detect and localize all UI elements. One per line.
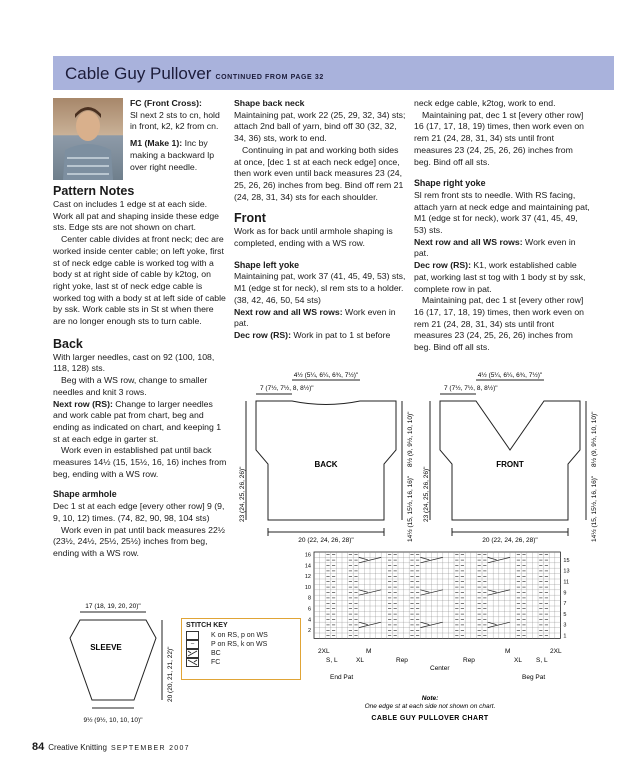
right-wsrow-heading: Next row and all WS rows: <box>414 236 523 247</box>
row-number-left: 16 <box>304 552 311 559</box>
label-2xl-right: 2XL <box>550 648 562 655</box>
row-number-left: 2 <box>307 628 311 635</box>
col3-p2: Maintaining pat, dec 1 st [every other row] 16 (17, 17, 18, 19) times, then work even on rem 21 (24, 28, 31, 34) sts until front measures 23 (24, 25, 26, 26) inches from beg. Bind off all sts. <box>414 109 584 167</box>
banner-title: Cable Guy Pullover CONTINUED FROM PAGE 32 <box>65 64 324 83</box>
label-end-pat: End Pat <box>330 674 354 681</box>
fc-heading: FC (Front Cross): <box>130 98 202 108</box>
label-m-right: M <box>505 648 511 655</box>
back-neck-p1: Maintaining pat, work 22 (25, 29, 32, 34) sts; attach 2nd ball of yarn, bind off 30 (32, 32, 34, 36) sts, work to end. <box>234 109 406 144</box>
row-number-left: 14 <box>304 563 311 570</box>
left-yoke-p1: Maintaining pat, work 37 (41, 45, 49, 53) sts, M1 (edge st for neck), sl rem sts to a holder. (38, 42, 46, 50, 54 sts) <box>234 271 406 305</box>
label-xl-left: XL <box>356 657 364 664</box>
label-beg-pat: Beg Pat <box>522 674 546 681</box>
next-row-heading: Next row (RS): <box>53 398 113 409</box>
back-label: BACK <box>314 460 338 469</box>
fc-text: Sl next 2 sts to cn, hold in front, k2, k2 from cn. <box>130 109 220 132</box>
banner-subtitle: CONTINUED FROM PAGE 32 <box>215 74 324 81</box>
row-number-left: 6 <box>307 606 311 613</box>
fc-symbol <box>186 658 199 667</box>
row-number-right: 3 <box>563 622 567 629</box>
front-p1: Work as for back until armhole shaping is completed, ending with a WS row. <box>234 226 393 249</box>
label-m-left: M <box>366 648 372 655</box>
key-row-knit <box>186 631 300 640</box>
front-heading: Front <box>234 211 266 226</box>
column-3 <box>414 98 592 354</box>
right-yoke-p2: Work even in pat. <box>414 236 576 259</box>
row-number-right: 13 <box>563 568 570 575</box>
pattern-notes-p2: Center cable divides at front neck; dec are worked inside center cable; on left yoke, first st of neck edge cable is worked tog with a body st at right side of cable by k2tog, on right yoke, last st of neck edge cable is worked tog with a body st at left side of cable by ssk. Work cable sts in St st when there are no longer enough sts to turn cable. <box>53 234 226 327</box>
purl-symbol: – <box>186 640 199 649</box>
page-footer <box>32 741 190 753</box>
right-yoke-p3: K1, work established cable pat, working last st tog with 1 body st by ssk, complete row in pat. <box>414 260 586 294</box>
back-shoulder: 7 (7½, 7½, 8, 8½)" <box>260 385 314 392</box>
stitch-key-title: STITCH KEY <box>186 622 228 629</box>
column-2 <box>234 98 408 342</box>
label-2xl-left: 2XL <box>318 648 330 655</box>
front-shoulder: 7 (7½, 7½, 8, 8½)" <box>444 385 498 392</box>
label-rep-left: Rep <box>396 657 408 664</box>
sleeve-schematic <box>56 600 176 730</box>
armhole-p2: Work even in pat until back measures 22½ (23½, 24½, 25½, 25½) inches from beg, ending with a WS row. <box>53 524 226 558</box>
label-xl-right: XL <box>514 657 522 664</box>
back-bottom: 20 (22, 24, 26, 28)" <box>298 537 354 544</box>
row-number-left: 4 <box>307 617 311 624</box>
back-p4: Work even in established pat until back measures 14½ (15, 15½, 16, 16) inches from beg, ending with a WS row. <box>53 445 227 479</box>
right-yoke-heading: Shape right yoke <box>414 178 486 189</box>
label-center: Center <box>430 665 450 672</box>
chart-grid <box>314 552 560 638</box>
front-to-armhole: 14½ (15, 15½, 16, 16)" <box>591 475 598 542</box>
key-bc-label: BC <box>211 650 221 657</box>
row-number-right: 1 <box>563 633 567 640</box>
key-knit-label: K on RS, p on WS <box>211 632 268 639</box>
m1-text: Inc by making a backward lp over right needle. <box>130 138 215 172</box>
back-top-width: 4½ (5¼, 6¼, 6¾, 7½)" <box>293 372 359 379</box>
row-number-right: 11 <box>563 579 570 586</box>
row-number-left: 12 <box>304 574 311 581</box>
m1-heading: M1 (Make 1): <box>130 138 183 149</box>
row-number-left: 8 <box>307 595 311 602</box>
left-wsrow-heading: Next row and all WS rows: <box>234 306 343 317</box>
sleeve-label: SLEEVE <box>90 643 122 652</box>
armhole-p1: Dec 1 st at each edge [every other row] 9 (9, 9, 10, 12) times. (74, 82, 90, 98, 104 sts) <box>53 501 225 523</box>
left-yoke-p2: Work even in pat. <box>234 306 396 329</box>
abbreviation-block <box>130 98 225 173</box>
back-heading: Back <box>53 336 83 351</box>
model-photo <box>53 98 123 180</box>
front-label: FRONT <box>496 460 524 469</box>
chart-note <box>422 695 439 702</box>
back-neck-heading: Shape back neck <box>234 98 305 108</box>
sleeve-outline <box>70 620 156 700</box>
front-bottom: 20 (22, 24, 26, 28)" <box>482 537 538 544</box>
front-schematic <box>420 372 600 544</box>
cable-chart <box>300 548 590 723</box>
sleeve-bottom: 9½ (9½, 10, 10, 10)" <box>83 717 143 724</box>
front-top-width: 4½ (5¼, 6¼, 6¾, 7½)" <box>477 372 543 379</box>
key-purl-label: P on RS, k on WS <box>211 641 268 648</box>
key-row-purl <box>186 640 300 649</box>
pattern-notes-heading: Pattern Notes <box>53 184 135 198</box>
row-number-right: 5 <box>563 611 567 618</box>
row-number-right: 9 <box>563 590 567 597</box>
back-length: 23 (24, 25, 26, 26)" <box>239 466 246 522</box>
label-sl-right: S, L <box>536 657 548 664</box>
back-to-armhole: 14½ (15, 15½, 16, 16)" <box>407 475 414 542</box>
magazine-name: Creative Knitting <box>48 743 107 752</box>
label-sl-left: S, L <box>326 657 338 664</box>
chart-note-head: Note: <box>421 695 439 702</box>
model-figure <box>53 98 123 180</box>
right-yoke-p4: Maintaining pat, dec 1 st [every other row] 16 (17, 17, 18, 19) times, then work even on rem 21 (24, 28, 31, 34) sts until front measures 23 (24, 25, 26, 26) inches from beg. Bind off all sts. <box>414 295 584 353</box>
left-yoke-heading: Shape left yoke <box>234 259 300 270</box>
right-yoke-p1: Sl rem front sts to needle. With RS facing, attach yarn at neck edge and maintaining pat, M1 (edge st for neck), work 37 (41, 45, 49, 53) sts. <box>414 189 590 236</box>
column-1 <box>53 184 228 560</box>
col3-p1: neck edge cable, k2tog, work to end. <box>414 98 556 108</box>
stitch-key <box>181 618 301 680</box>
back-neck-p2: Continuing in pat and working both sides at once, [dec 1 st at each neck edge] once, then work even until back measures 23 (24, 25, 26, 26) inches from beg. Bind off rem 21 (24, 28, 31, 34) sts for each shoulder. <box>234 144 404 202</box>
issue-date: SEPTEMBER 2007 <box>110 745 190 752</box>
left-decrow-heading: Dec row (RS): <box>234 329 291 340</box>
row-number-left: 10 <box>304 584 311 591</box>
bc-symbol <box>186 649 199 658</box>
key-row-fc <box>186 658 300 667</box>
back-p3: Change to larger needles and work cable pat from chart, beg and ending as indicated on chart, and keeping 1 st at each edge in garter st. <box>53 398 222 444</box>
left-yoke-p3: Work in pat to 1 st before <box>293 329 391 340</box>
front-length: 23 (24, 25, 26, 26)" <box>423 466 430 522</box>
chart-note-text: One edge st at each side not shown on chart. <box>364 703 496 710</box>
key-fc-label: FC <box>211 659 221 666</box>
key-row-bc <box>186 649 300 658</box>
row-number-right: 7 <box>563 601 567 608</box>
armhole-heading: Shape armhole <box>53 489 117 500</box>
sleeve-length: 20 (20, 21, 21, 22)" <box>167 646 174 702</box>
right-decrow-heading: Dec row (RS): <box>414 260 471 271</box>
section-banner <box>53 56 614 90</box>
chart-title: CABLE GUY PULLOVER CHART <box>371 715 489 722</box>
row-number-right: 15 <box>563 557 570 564</box>
front-armhole: 8½ (9, 9½, 10, 10)" <box>591 411 598 467</box>
back-p2: Beg with a WS row, change to smaller needles and knit 3 rows. <box>53 375 208 397</box>
sleeve-top: 17 (18, 19, 20, 20)" <box>85 603 141 610</box>
page-number: 84 <box>32 741 45 753</box>
back-schematic <box>236 372 416 544</box>
back-p1: With larger needles, cast on 92 (100, 108, 118, 128) sts. <box>53 351 215 374</box>
back-armhole: 8½ (9, 9½, 10, 10)" <box>407 411 414 467</box>
pattern-notes-p1: Cast on includes 1 edge st at each side. Work all pat and shaping inside these edge sts. Edge sts are not shown on chart. <box>53 199 219 233</box>
knit-symbol <box>186 631 199 640</box>
label-rep-right: Rep <box>463 657 475 664</box>
